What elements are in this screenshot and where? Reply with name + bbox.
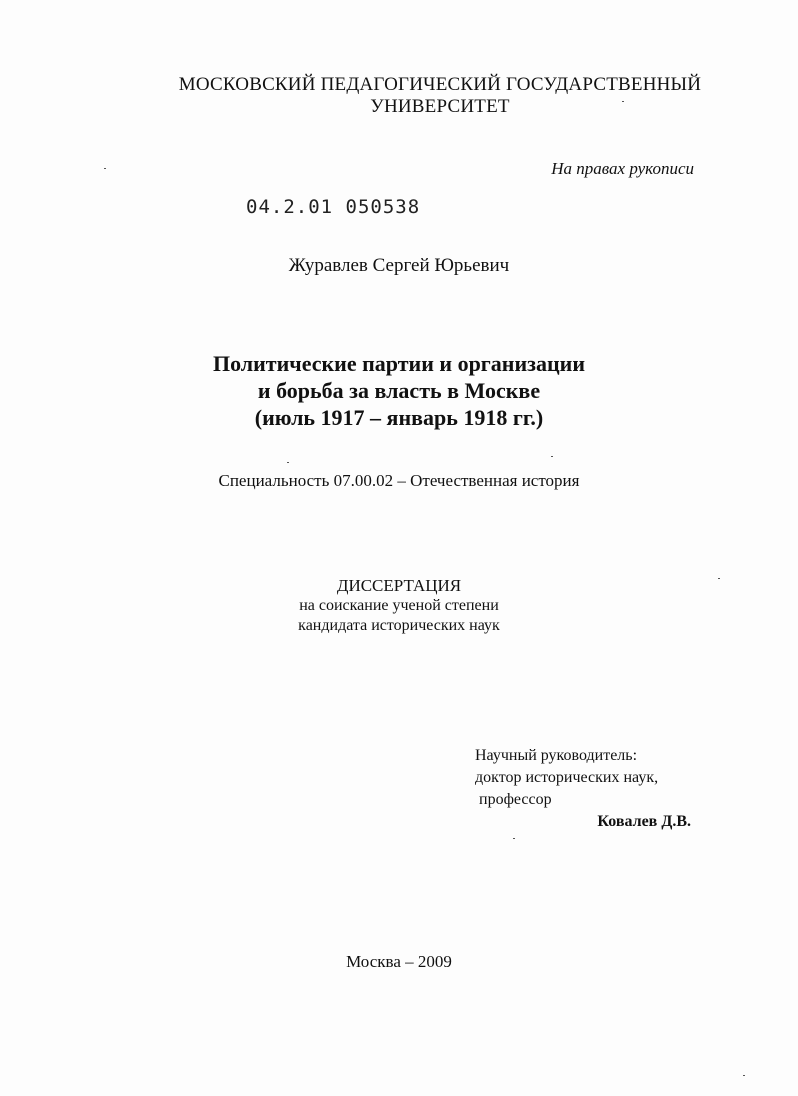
scan-speck [287, 462, 289, 463]
registration-stamp: 04.2.01 050538 [246, 196, 421, 218]
dissertation-title [0, 350, 798, 431]
specialty: Специальность 07.00.02 – Отечественная история [218, 471, 580, 490]
title-line1: Политические партии и организации [212, 351, 586, 376]
scan-speck [104, 168, 106, 169]
supervisor-degree: доктор исторических наук, [475, 769, 659, 786]
scan-speck [551, 456, 553, 457]
dissertation-heading: ДИССЕРТАЦИЯ [336, 576, 462, 595]
supervisor-rank: профессор [479, 791, 552, 808]
degree-line1: на соискание ученой степени [299, 597, 499, 614]
title-line2: и борьба за власть в Москве [257, 378, 541, 403]
scan-speck [513, 838, 515, 839]
dissertation-block [0, 576, 798, 636]
city-year: Москва – 2009 [346, 952, 452, 971]
manuscript-note: На правах рукописи [551, 159, 694, 178]
supervisor-label: Научный руководитель: [475, 747, 638, 764]
scan-speck [718, 578, 720, 579]
author-name: Журавлев Сергей Юрьевич [288, 255, 510, 276]
university-name-line1: МОСКОВСКИЙ ПЕДАГОГИЧЕСКИЙ ГОСУДАРСТВЕННЫЙ [178, 74, 702, 95]
scan-speck [622, 101, 624, 102]
supervisor-name: Ковалев Д.В. [597, 813, 691, 830]
university-name-line2: УНИВЕРСИТЕТ [370, 96, 510, 117]
university-name [120, 74, 760, 118]
supervisor-block [475, 745, 705, 833]
title-line3: (июль 1917 – январь 1918 гг.) [254, 405, 544, 430]
scan-speck [743, 1075, 745, 1076]
degree-line2: кандидата исторических наук [298, 617, 500, 634]
